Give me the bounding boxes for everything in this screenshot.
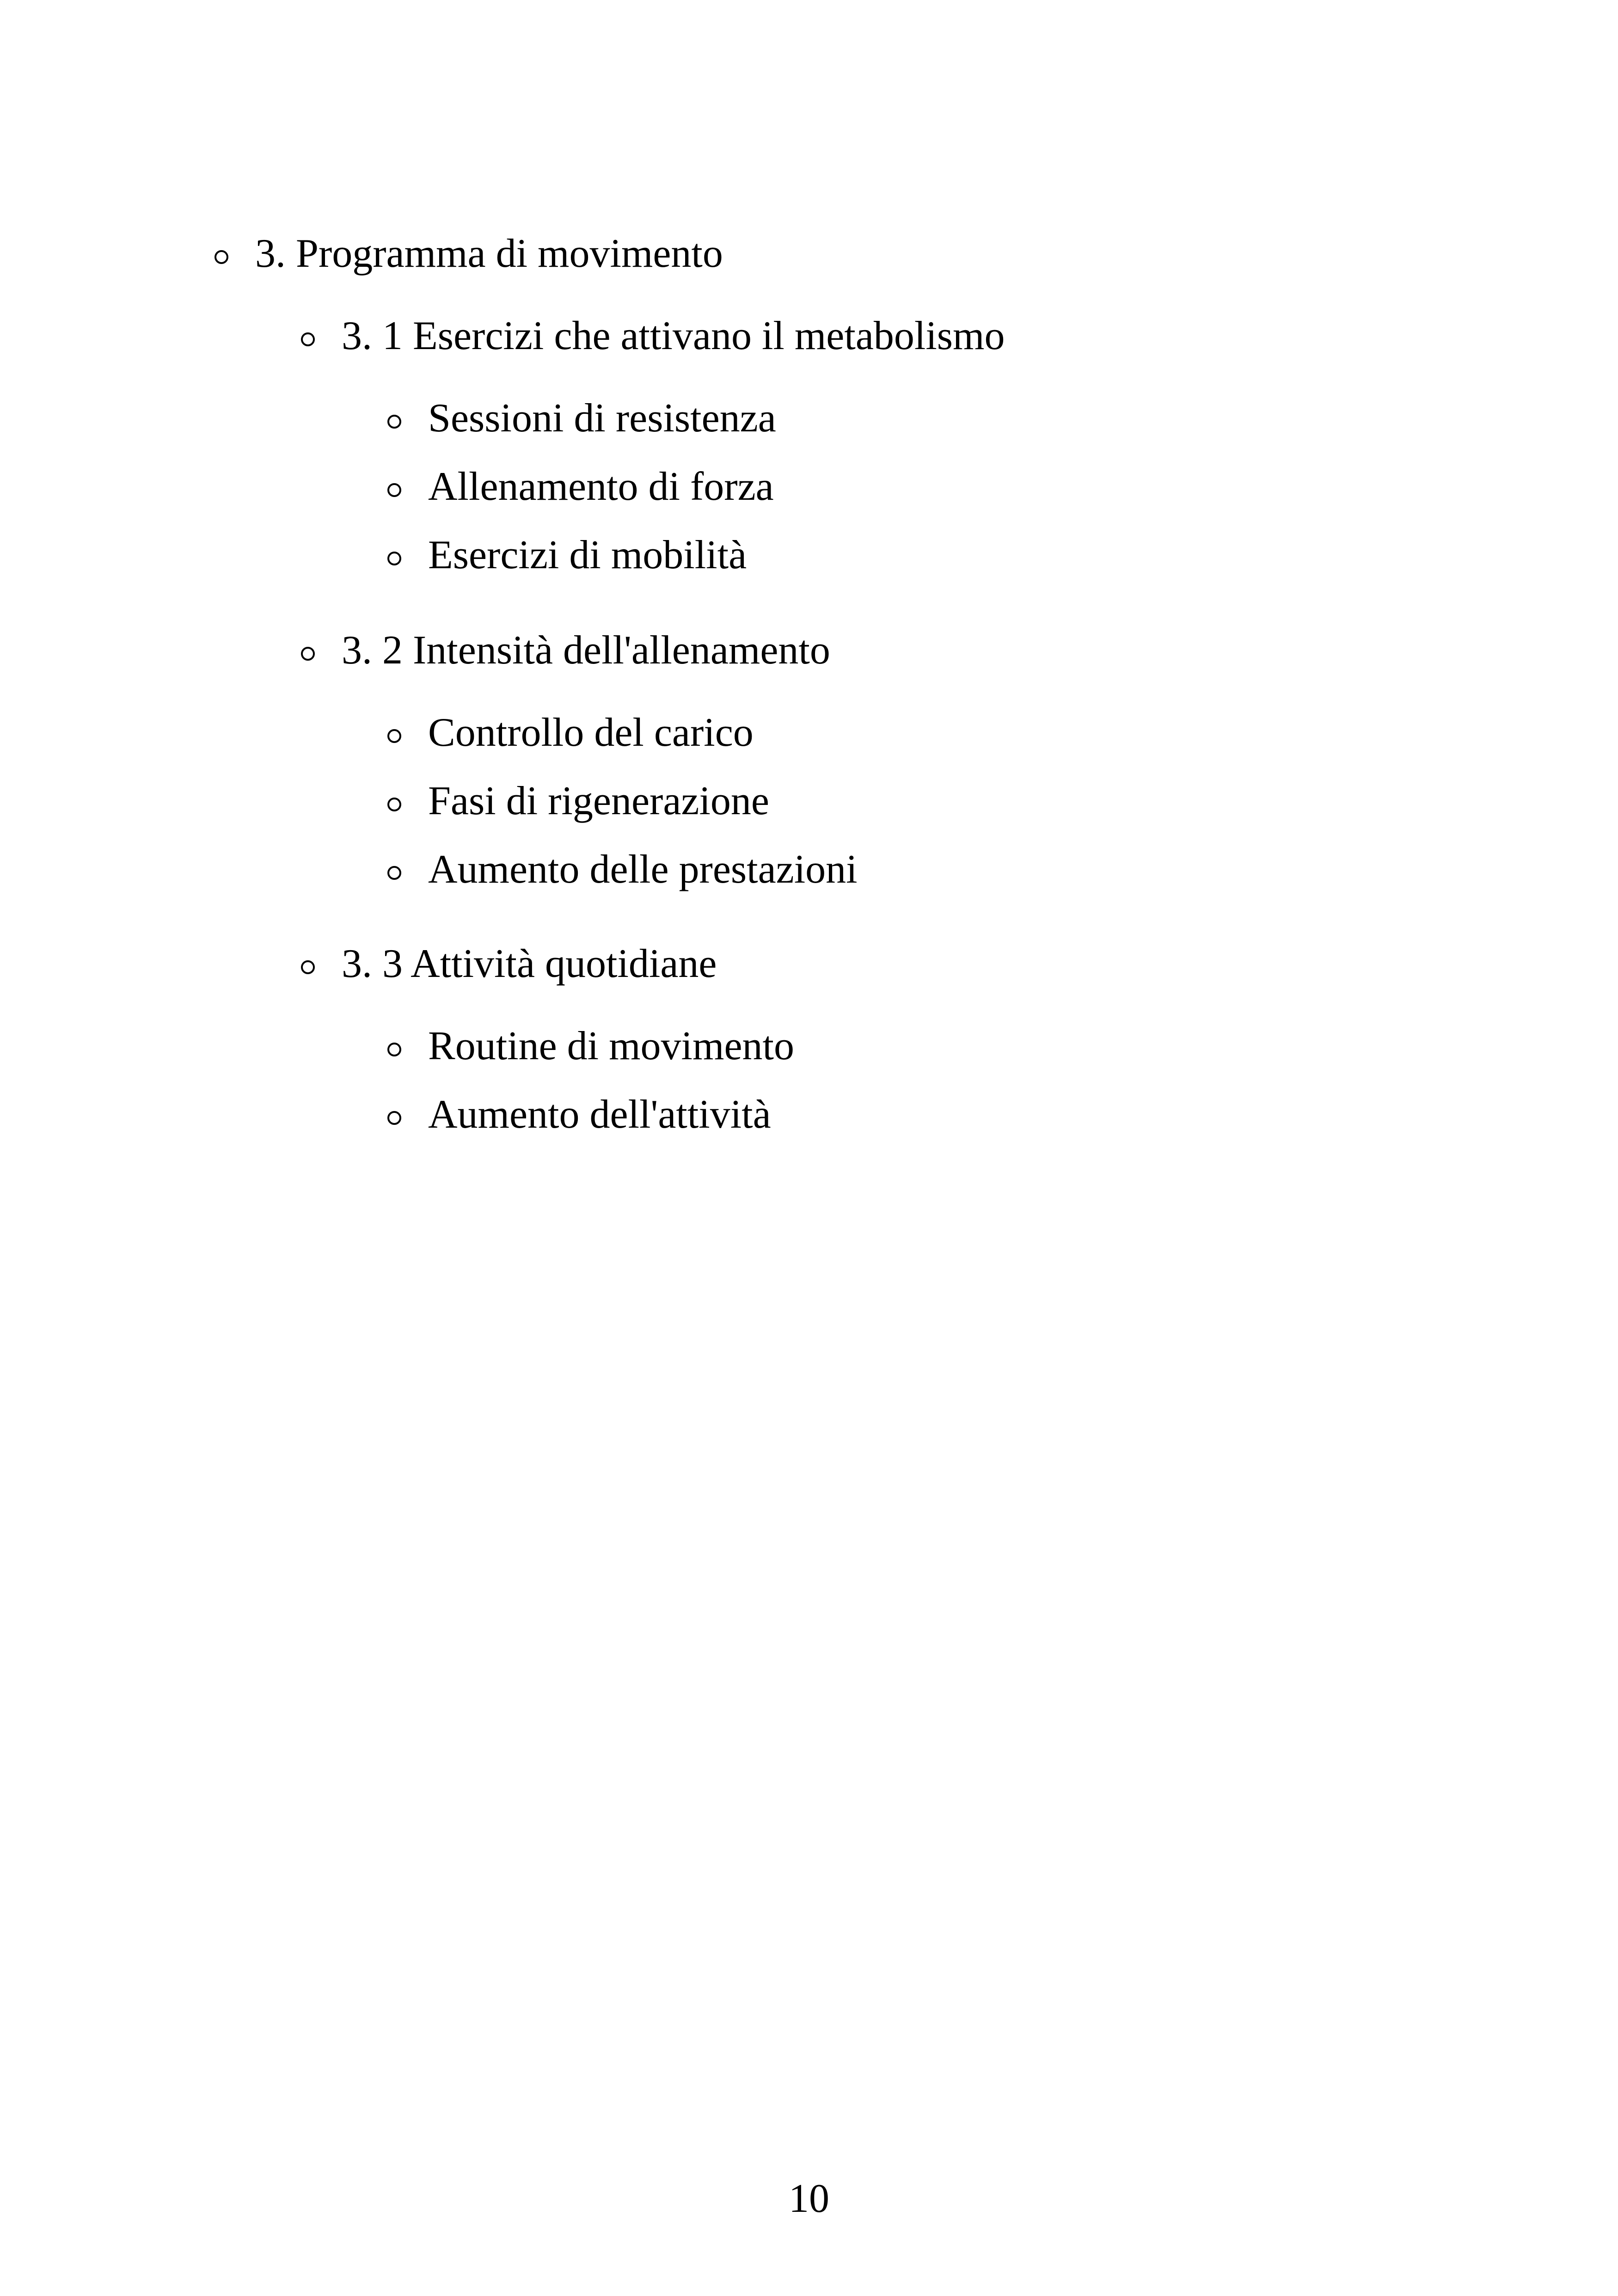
list-item: Allenamento di forza [428, 464, 774, 509]
outline-section [215, 233, 723, 274]
hollow-bullet-icon [387, 552, 401, 565]
list-item: Controllo del carico [428, 710, 754, 755]
subsection-heading: 3. 1 Esercizi che attivano il metabolismo [342, 313, 1005, 358]
list-item: Routine di movimento [428, 1024, 794, 1068]
outline-item [387, 849, 858, 890]
hollow-bullet-icon [387, 415, 401, 429]
section-heading: 3. Programma di movimento [255, 231, 723, 276]
outline-item [387, 1026, 794, 1067]
outline-item [387, 1094, 771, 1135]
hollow-bullet-icon [387, 1111, 401, 1125]
hollow-bullet-icon [301, 332, 315, 346]
hollow-bullet-icon [387, 866, 401, 880]
hollow-bullet-icon [301, 647, 315, 661]
outline-item [387, 464, 774, 509]
hollow-bullet-icon [387, 798, 401, 811]
list-item: Fasi di rigenerazione [428, 779, 769, 823]
hollow-bullet-icon [387, 483, 401, 497]
outline-subsection [301, 630, 830, 671]
list-item: Esercizi di mobilità [428, 533, 747, 577]
outline-item [387, 535, 747, 576]
hollow-bullet-icon [301, 960, 315, 974]
subsection-heading: 3. 2 Intensità dell'allenamento [342, 628, 830, 673]
outline-item [387, 781, 769, 822]
outline-item [387, 398, 776, 439]
outline-subsection [301, 941, 717, 986]
hollow-bullet-icon [387, 1043, 401, 1056]
outline-item [387, 712, 754, 753]
list-item: Aumento delle prestazioni [428, 847, 858, 892]
page-number: 10 [789, 2176, 829, 2221]
hollow-bullet-icon [387, 729, 401, 743]
outline-subsection [301, 313, 1005, 358]
list-item: Sessioni di resistenza [428, 396, 776, 441]
list-item: Aumento dell'attività [428, 1092, 771, 1137]
subsection-heading: 3. 3 Attività quotidiane [342, 941, 717, 986]
hollow-bullet-icon [215, 250, 228, 264]
